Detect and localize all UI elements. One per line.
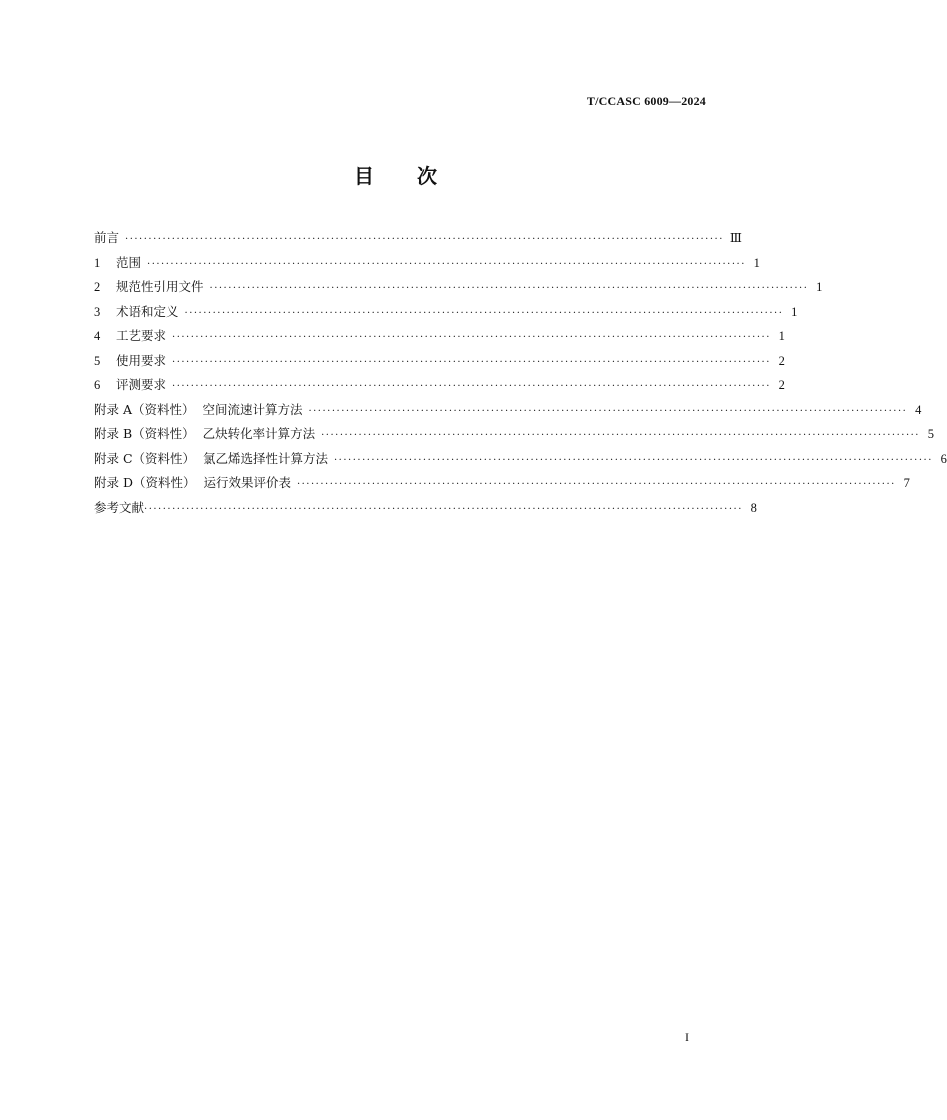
dot-leader: ································································································································ [144, 503, 743, 515]
toc-title-char-1: 目 [354, 164, 375, 188]
dot-leader: ································································································································ [296, 479, 896, 490]
toc-entry-number: 5 [94, 353, 101, 368]
toc-entry-label: 附录 C（资料性） 氯乙烯选择性计算方法 [94, 450, 328, 466]
toc-entry-page: 1 [816, 280, 823, 294]
toc-entry-usage-requirements[interactable] [94, 349, 785, 374]
toc-entry-number: 3 [94, 304, 101, 319]
toc-entry-foreword[interactable] [94, 226, 742, 251]
dot-leader: ································································································································ [209, 283, 809, 294]
toc-entry-label: 规范性引用文件 [116, 279, 204, 294]
toc-title-char-2: 次 [417, 164, 438, 188]
toc-entry-terms-definitions[interactable] [94, 300, 798, 325]
toc-entry-scope[interactable] [94, 251, 760, 276]
toc-entry-number: 2 [94, 280, 101, 294]
table-of-contents [94, 226, 947, 520]
dot-leader: ································································································································ [172, 332, 771, 343]
dot-leader: ································································································································ [184, 307, 784, 319]
toc-entry-page: 5 [927, 427, 934, 441]
toc-entry-page: 1 [753, 255, 760, 270]
toc-entry-number: 1 [94, 255, 101, 270]
dot-leader: ································································································································ [172, 381, 771, 392]
toc-entry-page: 8 [750, 500, 757, 515]
toc-entry-label: 参考文献 [94, 499, 145, 515]
toc-entry-appendix-d[interactable] [94, 471, 910, 496]
toc-title [0, 160, 792, 189]
dot-leader: ································································································································ [334, 454, 933, 466]
toc-entry-number: 4 [94, 329, 101, 343]
toc-entry-page: 6 [940, 451, 947, 466]
toc-entry-appendix-c[interactable] [94, 447, 947, 472]
dot-leader: ································································································································ [308, 405, 908, 417]
toc-entry-label: 工艺要求 [116, 328, 167, 343]
toc-entry-page: 7 [903, 476, 910, 490]
toc-entry-label: 附录 D（资料性） 运行效果评价表 [94, 475, 291, 490]
toc-entry-label: 附录 B（资料性） 乙炔转化率计算方法 [94, 426, 316, 441]
dot-leader: ································································································································ [125, 234, 724, 245]
page-number: I [685, 1030, 689, 1044]
dot-leader: ································································································································ [172, 356, 771, 368]
dot-leader: ································································································································ [147, 258, 746, 270]
toc-entry-page: 2 [778, 378, 785, 392]
toc-entry-label: 范围 [116, 254, 142, 270]
toc-entry-label: 评测要求 [116, 377, 167, 392]
dot-leader: ································································································································ [321, 430, 920, 441]
toc-entry-page: 1 [791, 304, 798, 319]
toc-entry-page: 4 [915, 402, 922, 417]
toc-entry-appendix-b[interactable] [94, 422, 934, 447]
toc-entry-appendix-a[interactable] [94, 398, 922, 423]
toc-entry-label: 术语和定义 [116, 303, 179, 319]
toc-entry-page: Ⅲ [729, 231, 742, 245]
toc-entry-label: 前言 [94, 230, 120, 245]
toc-entry-page: 1 [778, 329, 785, 343]
toc-entry-page: 2 [778, 353, 785, 368]
toc-entry-label: 附录 A（资料性） 空间流速计算方法 [94, 401, 303, 417]
toc-entry-number: 6 [94, 378, 101, 392]
toc-entry-label: 使用要求 [116, 352, 167, 368]
toc-entry-normative-references[interactable] [94, 275, 823, 300]
toc-entry-bibliography[interactable] [94, 496, 757, 521]
toc-entry-evaluation-requirements[interactable] [94, 373, 785, 398]
toc-entry-process-requirements[interactable] [94, 324, 785, 349]
standard-code: T/CCASC 6009—2024 [586, 94, 706, 108]
